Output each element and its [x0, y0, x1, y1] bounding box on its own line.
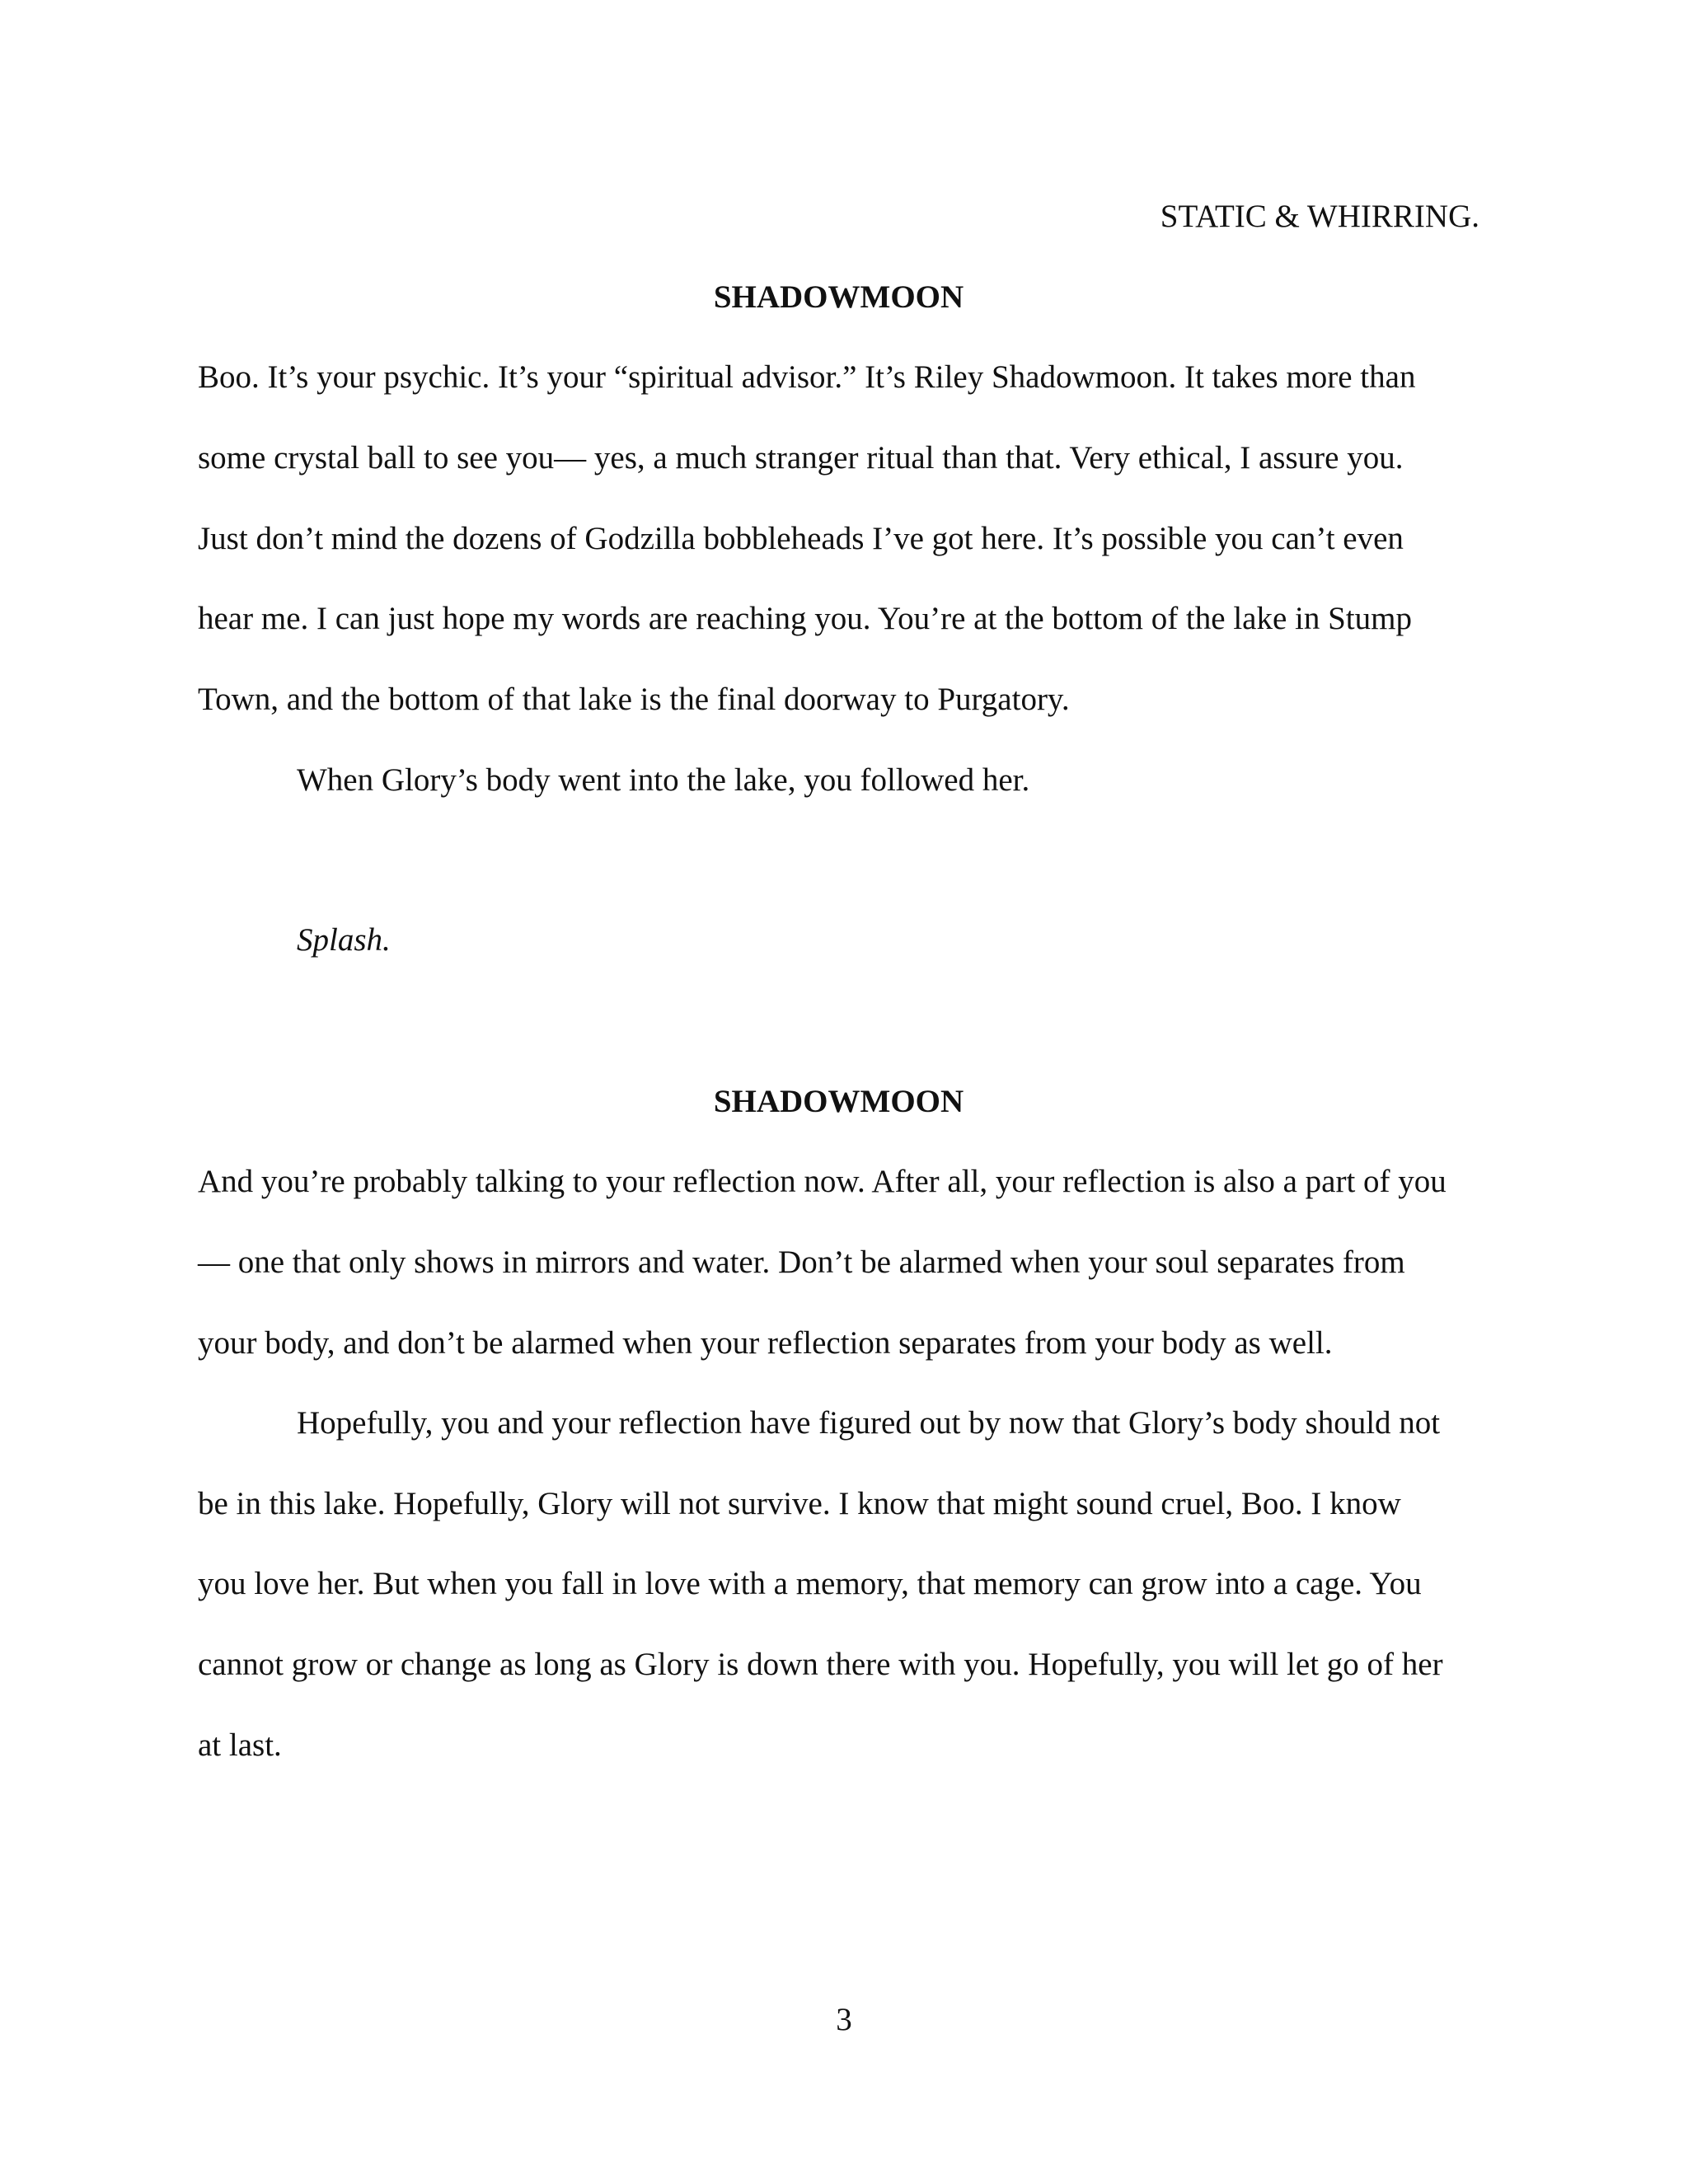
paragraph-line: hear me. I can just hope my words are reaching you. You’re at the bottom of the lake in Stump — [198, 601, 1412, 636]
sound-effect: Splash. — [297, 922, 391, 958]
paragraph-line: Boo. It’s your psychic. It’s your “spiritual advisor.” It’s Riley Shadowmoon. It takes more than — [198, 359, 1416, 395]
paragraph-line: When Glory’s body went into the lake, you followed her. — [297, 762, 1030, 798]
paragraph-line: And you’re probably talking to your reflection now. After all, your reflection is also a part of you — [198, 1164, 1447, 1199]
paragraph-line: be in this lake. Hopefully, Glory will not survive. I know that might sound cruel, Boo. I know — [198, 1486, 1401, 1521]
paragraph-line: Hopefully, you and your reflection have figured out by now that Glory’s body should not — [297, 1405, 1441, 1441]
paragraph-line: Town, and the bottom of that lake is the final doorway to Purgatory. — [198, 682, 1070, 717]
speaker-name: SHADOWMOON — [713, 279, 964, 315]
paragraph-line: Just don’t mind the dozens of Godzilla bobbleheads I’ve got here. It’s possible you can’t even — [198, 521, 1404, 556]
speaker-name: SHADOWMOON — [713, 1084, 964, 1119]
page-number: 3 — [836, 2002, 852, 2037]
paragraph-line: your body, and don’t be alarmed when your reflection separates from your body as well. — [198, 1325, 1333, 1361]
paragraph-line: some crystal ball to see you— yes, a much stranger ritual than that. Very ethical, I assure you. — [198, 440, 1404, 476]
paragraph-line: — one that only shows in mirrors and water. Don’t be alarmed when your soul separates from — [198, 1244, 1405, 1280]
paragraph-line: you love her. But when you fall in love with a memory, that memory can grow into a cage. You — [198, 1566, 1422, 1601]
paragraph-line: at last. — [198, 1727, 282, 1763]
paragraph-line: cannot grow or change as long as Glory is down there with you. Hopefully, you will let go of her — [198, 1647, 1443, 1682]
header-right: STATIC & WHIRRING. — [1160, 199, 1479, 234]
